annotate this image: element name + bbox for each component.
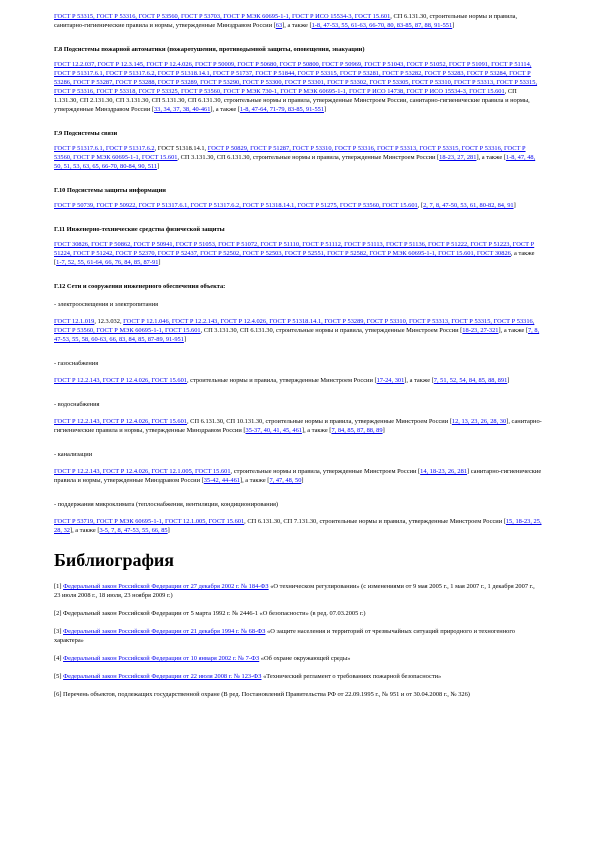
reference-link[interactable]: 7, 8, 47-53, 55, 58, 60-63, 66, 83, 84, 85, 87-89, 91-951 bbox=[54, 327, 540, 343]
reference-link[interactable]: 33, 34, 37, 38, 40-461 bbox=[153, 106, 211, 113]
standards-paragraph bbox=[54, 517, 542, 535]
reference-text: ], а также [ bbox=[498, 327, 528, 334]
subsection-label: - канализации bbox=[54, 451, 93, 458]
bibliography-item bbox=[54, 582, 542, 600]
standards-paragraph bbox=[54, 60, 542, 114]
reference-link[interactable]: 15, 18-23, 25, 28, 32 bbox=[54, 518, 542, 534]
reference-text: ], а также [ bbox=[282, 22, 312, 29]
reference-link[interactable]: 12, 13, 23, 26, 28, 30 bbox=[451, 418, 507, 425]
section-heading: Г.9 Подсистемы связи bbox=[54, 130, 118, 137]
reference-text: , СП 3.131.30, СП 6.131.30, строительные нормы и правила, утвержденные Минстроем России [ bbox=[177, 154, 440, 161]
reference-text: ] санитарно-гигиенические правила и нормы, утвержденные Минздравом России [ bbox=[54, 468, 542, 484]
reference-link[interactable]: 17-24, 301 bbox=[376, 377, 405, 384]
standards-paragraph bbox=[54, 144, 542, 171]
bibliography-item bbox=[54, 627, 542, 645]
reference-text: ], а также [ bbox=[301, 427, 332, 434]
reference-link[interactable]: ГОСТ Р 51317.6.1, ГОСТ Р 51317.6.2 bbox=[54, 145, 155, 152]
document-page bbox=[54, 12, 542, 708]
bibliography-title: Библиография bbox=[54, 550, 175, 570]
reference-link[interactable]: ГОСТ 30826, ГОСТ Р 50862, ГОСТ Р 50941, ГОСТ Р 51053, ГОСТ Р 51072, ГОСТ Р 51110, ГОСТ Р 51112, ГОСТ Р 51113, ГОСТ Р 51136, ГОСТ Р 51222, ГОСТ Р 51223, ГОСТ Р 51224, ГОСТ Р 51242, ГОСТ Р 52370, ГОСТ Р 52437, ГОСТ Р 52502, ГОСТ Р 52503, ГОСТ Р 52551, ГОСТ Р 52582, ГОСТ Р МЭК 60695-1-1, ГОСТ 15.601, ГОСТ 30826 bbox=[54, 241, 535, 257]
reference-text: «О защите населения и территорий от чрезвычайных ситуаций природного и техногенного характера» bbox=[54, 628, 516, 644]
reference-text: [3] bbox=[54, 628, 64, 635]
reference-text: ] bbox=[324, 106, 327, 113]
reference-link[interactable]: ГОСТ Р 12.1.046, ГОСТ Р 12.2.143, ГОСТ Р 12.4.026, ГОСТ Р 51318.14.1, ГОСТ Р 53289, ГОСТ Р 53310, ГОСТ Р 53313, ГОСТ Р 53315, ГОСТ Р 53316, ГОСТ Р 53560, ГОСТ Р МЭК 60695-1-1, ГОСТ 15.601 bbox=[54, 318, 535, 334]
section-heading: Г.12 Сети и сооружения инженерного обеспечения объекта: bbox=[54, 283, 226, 290]
subsection-label: - водоснабжения bbox=[54, 401, 100, 408]
reference-link[interactable]: Федеральный закон Российской Федерации от 22 июля 2008 г. № 123-ФЗ bbox=[63, 673, 262, 680]
standards-sections bbox=[54, 12, 542, 535]
reference-text: , [ bbox=[417, 202, 424, 209]
reference-link[interactable]: 35-37, 40, 41, 45, 461 bbox=[245, 427, 302, 434]
reference-text: ] bbox=[507, 377, 510, 384]
reference-link[interactable]: 1-8, 47-64, 71-79, 83-85, 91-551 bbox=[239, 106, 325, 113]
section-heading: Г.10 Подсистемы защиты информации bbox=[54, 187, 166, 194]
reference-text: [1] bbox=[54, 583, 64, 590]
reference-link[interactable]: ГОСТ Р 50739, ГОСТ Р 50922, ГОСТ Р 51317.6.1, ГОСТ Р 51317.6.2, ГОСТ Р 51318.14.1, ГОСТ Р 51275, ГОСТ Р 53560, ГОСТ 15.601 bbox=[54, 202, 418, 209]
bibliography-item bbox=[54, 654, 542, 663]
reference-link[interactable]: 7, 84, 85, 87, 88, 89 bbox=[331, 427, 383, 434]
reference-text: ] bbox=[158, 259, 161, 266]
reference-text: ], а также [ bbox=[404, 377, 434, 384]
standards-paragraph bbox=[54, 201, 542, 210]
reference-link[interactable]: 7, 51, 52, 54, 84, 85, 88, 891 bbox=[433, 377, 508, 384]
reference-link[interactable]: ГОСТ 12.1.019 bbox=[54, 318, 95, 325]
reference-text: ] bbox=[157, 163, 160, 170]
reference-link[interactable]: 3-5, 7, 8, 47-53, 55, 66, 85 bbox=[99, 527, 168, 534]
reference-text: ], а также [ bbox=[69, 527, 100, 534]
subsection-label: - газоснабжения bbox=[54, 360, 99, 367]
reference-text: «О техническом регулировании» (с изменениями от 9 мая 2005 г., 1 мая 2007 г., 1 декабря 2007 г., 23 июля 2008 г., 18 июля, 23 ноября 2009 г.) bbox=[54, 583, 535, 599]
reference-link[interactable]: ГОСТ Р 12.2.143, ГОСТ Р 12.4.026, ГОСТ 15.601 bbox=[54, 377, 187, 384]
section-heading: Г.11 Инженерно-технические средства физической защиты bbox=[54, 226, 225, 233]
subsection-label: - поддержания микроклимата (теплоснабжения, вентиляции, кондиционирования) bbox=[54, 501, 279, 508]
reference-text: [4] bbox=[54, 655, 64, 662]
reference-text: «Технический регламент о требованиях пожарной безопасности» bbox=[261, 673, 442, 680]
reference-text: , а также [ bbox=[54, 250, 535, 266]
reference-text: ] bbox=[183, 336, 187, 343]
reference-text: [5] bbox=[54, 673, 64, 680]
reference-text: [2] Федеральный закон Российской Федерации от 5 марта 1992 г. № 2446-1 «О безопасности» (в ред. 07.03.2005 г.) bbox=[54, 610, 366, 617]
reference-text: , СП 1.131.30, СП 2.131.30, СП 3.131.30, СП 5.131.30, СП 6.131.30, строительные нормы и правила, утвержденные Минстроем России, санитарно-гигиенические правила и нормы, утвержденные Минздравом России [ bbox=[54, 88, 530, 113]
reference-link[interactable]: ГОСТ Р 12.2.143, ГОСТ Р 12.4.026, ГОСТ 15.601 bbox=[54, 418, 187, 425]
reference-text: , строительные нормы и правила, утвержденные Минстроем России [ bbox=[186, 377, 377, 384]
reference-text: ] bbox=[382, 427, 385, 434]
reference-text: , 12.3.032, bbox=[94, 318, 124, 325]
bibliography-item bbox=[54, 609, 542, 618]
standards-paragraph bbox=[54, 240, 542, 267]
reference-text: , ГОСТ 51318.14.1, bbox=[154, 145, 208, 152]
bibliography-item bbox=[54, 672, 542, 681]
reference-link[interactable]: 1-8, 47-53, 55, 61-63, 66-70, 80, 83-85, 87, 88, 91-551 bbox=[311, 22, 453, 29]
reference-text: ] bbox=[301, 477, 304, 484]
standards-paragraph bbox=[54, 417, 542, 435]
reference-text: ] bbox=[513, 202, 516, 209]
standards-paragraph bbox=[54, 376, 542, 385]
reference-text: ] bbox=[167, 527, 170, 534]
reference-text: , СП 3.131.30, СП 6.131.30, строительные нормы и правила, утвержденные Минстроем России [ bbox=[200, 327, 463, 334]
reference-link[interactable]: 18-23, 27-321 bbox=[462, 327, 499, 334]
reference-text: , СП 6.131.30, СП 10.131.30, строительные нормы и правила, утвержденные Минстроем России [ bbox=[186, 418, 452, 425]
reference-text: ] bbox=[452, 22, 455, 29]
bibliography-item bbox=[54, 690, 542, 699]
standards-paragraph bbox=[54, 467, 542, 485]
bibliography-list bbox=[54, 582, 542, 699]
reference-link[interactable]: ГОСТ Р 53315, ГОСТ Р 53316, ГОСТ Р 53560, ГОСТ Р 53703, ГОСТ Р МЭК 60695-1-1, ГОСТ Р ИСО 15534-3, ГОСТ 15.601 bbox=[54, 13, 391, 20]
reference-link[interactable]: ГОСТ 12.2.037, ГОСТ Р 12.3.145, ГОСТ Р 12.4.026, ГОСТ Р 50009, ГОСТ Р 50680, ГОСТ Р 50800, ГОСТ Р 50969, ГОСТ Р 51043, ГОСТ Р 51052, ГОСТ Р 51091, ГОСТ Р 51114, ГОСТ Р 51317.6.1, ГОСТ Р 51317.6.2, ГОСТ Р 51318.14.1, ГОСТ Р 51737, ГОСТ Р 51844, ГОСТ Р 53315, ГОСТ Р 53281, ГОСТ Р 53282, ГОСТ Р 53283, ГОСТ Р 53284, ГОСТ Р 53286, ГОСТ Р 53287, ГОСТ Р 53288, ГОСТ Р 53289, ГОСТ Р 53290, ГОСТ Р 53300, ГОСТ Р 53301, ГОСТ Р 53302, ГОСТ Р 53305, ГОСТ Р 53310, ГОСТ Р 53313, ГОСТ Р 53315, ГОСТ Р 53316, ГОСТ Р 53318, ГОСТ Р 53325, ГОСТ Р 53560, ГОСТ Р МЭК 730-1, ГОСТ Р МЭК 60695-1-1, ГОСТ Р ИСО 14738, ГОСТ Р ИСО 15534-3, ГОСТ 15.601 bbox=[54, 61, 538, 95]
reference-link[interactable]: Федеральный закон Российской Федерации от 10 января 2002 г. № 7-ФЗ bbox=[63, 655, 260, 662]
reference-text: , строительные нормы и правила, утвержденные Минстроем России [ bbox=[230, 468, 421, 475]
reference-link[interactable]: ГОСТ Р 12.2.143, ГОСТ Р 12.4.026, ГОСТ 12.1.005, ГОСТ 15.601 bbox=[54, 468, 231, 475]
reference-text: [6] Перечень объектов, подлежащих государственной охране (В ред. Постановлений Правительства РФ от 22.09.1995 г., № 951 и от 30.04.2008 г., № 326) bbox=[54, 691, 470, 698]
reference-link[interactable]: 1-8, 47, 48, 50, 51, 53, 63, 65, 66-70, 80-84, 90, 511 bbox=[54, 154, 536, 170]
subsection-label: - электроосвещения и электропитания bbox=[54, 301, 159, 308]
reference-text: , СП 6.131.30, СП 7.131.30, строительные нормы и правила, утвержденные Минстроем России [ bbox=[244, 518, 506, 525]
standards-paragraph bbox=[54, 317, 542, 344]
reference-link[interactable]: 18-23, 27, 281 bbox=[439, 154, 477, 161]
reference-link[interactable]: 2, 7, 8, 47-50, 53, 61, 80-82, 84, 91 bbox=[423, 202, 514, 209]
reference-link[interactable]: 7, 47, 48, 50 bbox=[269, 477, 302, 484]
reference-link[interactable]: 1-7, 52, 55, 61-64, 66, 76, 84, 85, 87-91 bbox=[56, 259, 159, 266]
section-heading: Г.8 Подсистемы пожарной автоматики (пожаротушения, противодымной защиты, оповещения, эвакуации) bbox=[54, 46, 365, 53]
reference-link[interactable]: 35-42, 44-461 bbox=[203, 477, 240, 484]
reference-text: ], а также [ bbox=[476, 154, 506, 161]
reference-link[interactable]: ГОСТ Р 50829, ГОСТ Р 51287, ГОСТ Р 53310, ГОСТ Р 53316, ГОСТ Р 53313, ГОСТ Р 53315, ГОСТ Р 53316, ГОСТ Р 53560, ГОСТ Р МЭК 60695-1-1, ГОСТ 15.601 bbox=[54, 145, 526, 161]
reference-text: ], санитарно-гигиенические правила и нормы, утвержденные Минздравом России [ bbox=[54, 418, 542, 434]
reference-text: ], а также [ bbox=[210, 106, 240, 113]
reference-link[interactable]: ГОСТ Р 53719, ГОСТ Р МЭК 60695-1-1, ГОСТ 12.1.005, ГОСТ 15.601 bbox=[54, 518, 245, 525]
reference-link[interactable]: 14, 18-23, 26, 281 bbox=[420, 468, 468, 475]
reference-link[interactable]: 63 bbox=[275, 22, 283, 29]
reference-link[interactable]: Федеральный закон Российской Федерации от 27 декабря 2002 г. № 184-ФЗ bbox=[63, 583, 269, 590]
reference-text: ], а также [ bbox=[239, 477, 270, 484]
standards-paragraph bbox=[54, 12, 542, 30]
reference-text: «Об охране окружающей среды» bbox=[259, 655, 351, 662]
reference-link[interactable]: Федеральный закон Российской Федерации от 21 декабря 1994 г. № 68-ФЗ bbox=[63, 628, 266, 635]
reference-text: , СП 6.131.30, строительные нормы и правила, санитарно-гигиенические правила и нормы, утвержденные Минздравом России [ bbox=[54, 13, 518, 29]
